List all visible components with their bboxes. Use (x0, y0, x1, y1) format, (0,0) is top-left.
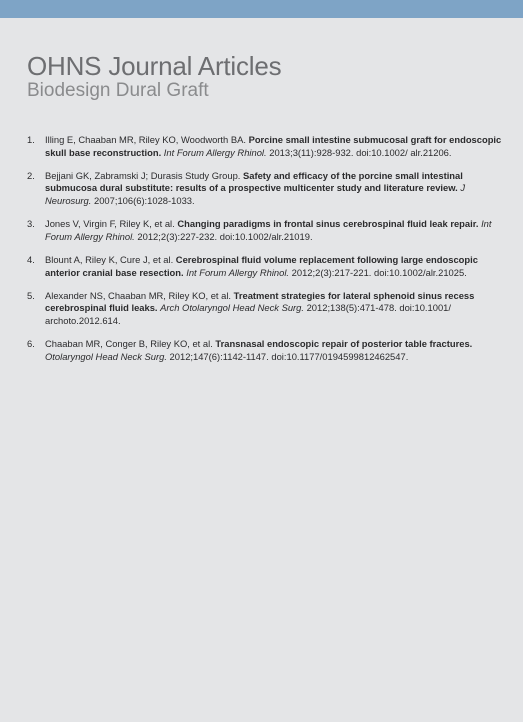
page-title: OHNS Journal Articles (27, 51, 282, 81)
reference-details: 2013;3(11):928-932. doi:10.1002/ alr.21206. (269, 146, 452, 158)
reference-authors: Alexander NS, Chaaban MR, Riley KO, et al. (45, 289, 232, 301)
reference-number: 2. (27, 169, 35, 181)
reference-journal: J Neurosurg. (45, 182, 466, 206)
reference-details: 2012;147(6):1142-1147. doi:10.1177/0194599812462547. (169, 350, 409, 362)
reference-number: 1. (27, 134, 35, 145)
reference-item (27, 170, 507, 208)
reference-journal: Otolaryngol Head Neck Surg. (45, 350, 167, 362)
reference-item (27, 254, 507, 279)
reference-item (27, 134, 507, 159)
reference-item (27, 218, 507, 243)
reference-list (27, 134, 507, 374)
reference-journal: Int Forum Allergy Rhinol. (186, 266, 290, 278)
reference-details: 2012;2(3):217-221. doi:10.1002/alr.21025. (291, 266, 467, 278)
reference-number: 6. (27, 338, 35, 350)
reference-authors: Bejjani GK, Zabramski J; Durasis Study Group. (45, 169, 241, 181)
reference-title: Porcine small intestine submucosal graft for endoscopic skull base reconstruction. (45, 134, 502, 158)
reference-title: Transnasal endoscopic repair of posterior table fractures. (215, 338, 473, 350)
reference-item (27, 290, 507, 328)
reference-journal: Arch Otolaryngol Head Neck Surg. (160, 302, 304, 314)
reference-details: 2012;2(3):227-232. doi:10.1002/alr.21019. (137, 230, 313, 242)
reference-title: Cerebrospinal fluid volume replacement following large endoscopic anterior cranial base resection. (45, 253, 478, 278)
reference-authors: Chaaban MR, Conger B, Riley KO, et al. (45, 338, 213, 350)
reference-item (27, 338, 507, 363)
reference-authors: Jones V, Virgin F, Riley K, et al. (45, 218, 175, 230)
reference-title: Safety and efficacy of the porcine small intestinal submucosa dural substitute: results of a prospective multicenter study and literature review. (45, 169, 463, 194)
reference-number: 5. (27, 289, 35, 301)
reference-journal: Int Forum Allergy Rhinol. (45, 218, 492, 242)
reference-journal: Int Forum Allergy Rhinol. (163, 146, 267, 158)
reference-title: Changing paradigms in frontal sinus cerebrospinal fluid leak repair. (177, 218, 479, 230)
reference-number: 4. (27, 253, 35, 265)
reference-title: Treatment strategies for lateral sphenoid sinus recess cerebrospinal fluid leaks. (45, 289, 475, 314)
reference-authors: Illing E, Chaaban MR, Riley KO, Woodworth BA. (45, 134, 246, 145)
reference-number: 3. (27, 218, 35, 230)
reference-details: 2012;138(5):471-478. doi:10.1001/ archoto.2012.614. (45, 302, 451, 326)
reference-authors: Blount A, Riley K, Cure J, et al. (45, 253, 174, 265)
page-subtitle: Biodesign Dural Graft (27, 80, 209, 101)
reference-details: 2007;106(6):1028-1033. (94, 194, 195, 206)
header-bar (0, 0, 523, 18)
